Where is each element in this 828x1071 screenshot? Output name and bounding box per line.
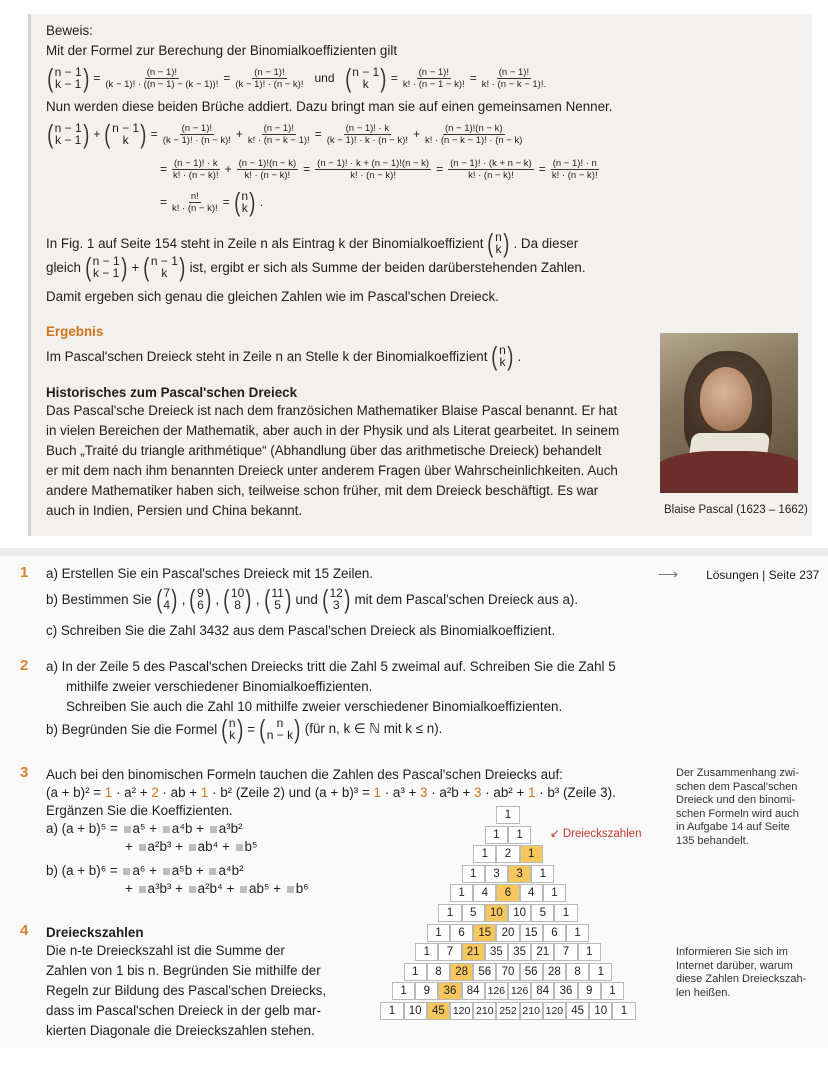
- triangle-cell: 84: [462, 982, 485, 1000]
- triangle-cell: 7: [554, 943, 577, 961]
- triangle-cell: 35: [485, 943, 508, 961]
- history-heading: Historisches zum Pascal'schen Dreieck: [46, 385, 298, 400]
- triangle-cell: 1: [485, 826, 508, 844]
- triangle-cell: 10: [404, 1002, 427, 1020]
- result-heading: Ergebnis: [46, 324, 104, 339]
- task-3-side-note: Der Zusammenhang zwi- schen dem Pascal'schen Dreieck und den binomi- schen Formeln wird auch in Aufgabe 14 auf Seite 135 behandelt.: [676, 767, 799, 847]
- triangle-cell: 1: [404, 963, 427, 981]
- triangle-cell: 210: [520, 1002, 543, 1020]
- triangle-cell: 6: [496, 884, 519, 902]
- triangle-cell: 36: [438, 982, 461, 1000]
- triangle-cell: 1: [496, 806, 519, 824]
- task-2a-line-3: Schreiben Sie auch die Zahl 10 mithilfe zweier verschiedener Binomialkoeffizienten.: [66, 699, 563, 714]
- triangle-cell: 4: [520, 884, 543, 902]
- triangle-cell: 84: [531, 982, 554, 1000]
- triangle-cell: 3: [485, 865, 508, 883]
- blank-square[interactable]: [124, 826, 131, 833]
- arrow-icon: ↙: [550, 828, 560, 840]
- proof-intro: Mit der Formel zur Berechung der Binomialkoeffizienten gilt: [46, 43, 398, 58]
- triangle-cell: 126: [508, 982, 531, 1000]
- triangle-cell: 5: [462, 904, 485, 922]
- task-1-number: 1: [20, 564, 29, 581]
- triangle-cell: 1: [380, 1002, 403, 1020]
- task-1a: a) Erstellen Sie ein Pascal'sches Dreieck mit 15 Zeilen.: [46, 566, 374, 581]
- triangle-cell: 1: [543, 884, 566, 902]
- triangle-cell: 10: [508, 904, 531, 922]
- portrait-caption: Blaise Pascal (1623 – 1662): [664, 504, 808, 516]
- task-4-line-1: Die n-te Dreieckszahl ist die Summe der: [46, 943, 285, 958]
- task-3b-line-2: + a³b³ + a²b⁴ + ab⁵ + b⁶: [125, 881, 309, 896]
- task-4-side-note: Informieren Sie sich im Internet darüber, warum diese Zahlen Dreieckszah- len heißen.: [676, 946, 807, 999]
- proof-heading: Beweis:: [46, 23, 93, 38]
- triangle-cell: 1: [462, 865, 485, 883]
- task-3-line-3: Ergänzen Sie die Koeffizienten.: [46, 803, 233, 818]
- triangle-cell: 1: [531, 865, 554, 883]
- triangle-cell: 1: [589, 963, 612, 981]
- triangle-cell: 8: [566, 963, 589, 981]
- proof-addition-text: Nun werden diese beiden Brüche addiert. Dazu bringt man sie auf einen gemeinsamen Nenner.: [46, 99, 613, 114]
- triangle-cell: 8: [427, 963, 450, 981]
- fig-text-line-1: In Fig. 1 auf Seite 154 steht in Zeile n als Eintrag k der Binomialkoeffizient ( n k ) . Da dieser: [46, 228, 579, 258]
- triangle-cell: 35: [508, 943, 531, 961]
- triangle-cell: 5: [531, 904, 554, 922]
- binom-n1-k1: ( n − 1 k − 1 ): [47, 63, 90, 93]
- task-4-line-4: dass im Pascal'schen Dreieck in der gelb mar-: [46, 1003, 321, 1018]
- task-3-number: 3: [20, 764, 29, 781]
- task-2a-line-1: a) In der Zeile 5 des Pascal'schen Dreiecks tritt die Zahl 5 zweimal auf. Schreiben Sie die Zahl 5: [46, 659, 616, 674]
- triangle-cell: 9: [578, 982, 601, 1000]
- triangle-cell: 28: [450, 963, 473, 981]
- blaise-pascal-portrait: [660, 333, 798, 493]
- triangle-cell: 1: [427, 924, 450, 942]
- triangle-cell: 36: [554, 982, 577, 1000]
- triangle-cell: 1: [473, 845, 496, 863]
- triangle-cell: 45: [566, 1002, 589, 1020]
- triangle-cell: 1: [450, 884, 473, 902]
- history-line-3: Buch „Traité du triangle arithmétique“ (Abhandlung über das arithmetische Dreieck) behandelt: [46, 443, 602, 458]
- triangle-cell: 56: [520, 963, 543, 981]
- triangle-cell: 2: [496, 845, 519, 863]
- arrow-right-icon: ⟶: [658, 566, 679, 582]
- triangle-cell: 7: [438, 943, 461, 961]
- task-4-line-3: Regeln zur Bildung des Pascal'schen Dreiecks,: [46, 983, 327, 998]
- task-3a-line-2: + a²b³ + ab⁴ + b⁵: [125, 839, 258, 854]
- triangle-cell: 120: [543, 1002, 566, 1020]
- triangle-cell: 21: [531, 943, 554, 961]
- task-2-number: 2: [20, 657, 29, 674]
- proof-equation-1: ( n − 1 k − 1 ) = $\frac{(n - 1)!}{(k - 1)! \cdot ((n - 1) - (k - 1))!}$ = $\frac{(n - 1)!}{(k - 1)! \cdot (n - k)!}$ und ( n − 1 k ) = $\frac{(n - 1)!}{k! \cdot (n - 1 - k)!}$ = $\frac{(n - 1)!}{k! \cdot (n - k - 1)!.}$: [47, 63, 547, 93]
- task-2a-line-2: mithilfe zweier verschiedener Binomialkoeffizienten.: [66, 679, 373, 694]
- history-line-4: er mit dem nach ihm benannten Dreieck unter anderem Fragen über Wahrscheinlichkeiten. Auch: [46, 463, 618, 478]
- triangle-cell: 252: [496, 1002, 519, 1020]
- task-1b: b) Bestimmen Sie ( 7 4 ) , ( 9 6 ) , ( 10 8 ) , ( 11 5 ) und ( 12 3 ) mit dem Pascal'schen Dreieck aus a).: [46, 584, 579, 614]
- triangle-cell: 45: [427, 1002, 450, 1020]
- task-3-line-1: Auch bei den binomischen Formeln tauchen die Zahlen des Pascal'schen Dreiecks auf:: [46, 767, 563, 782]
- task-3a-line-1: a) (a + b)⁵ = a⁵ + a⁴b + a³b²: [46, 821, 243, 836]
- triangle-cell: 1: [392, 982, 415, 1000]
- triangle-cell: 21: [462, 943, 485, 961]
- triangle-cell: 4: [473, 884, 496, 902]
- task-4-heading: Dreieckszahlen: [46, 925, 144, 940]
- fig-text-line-2: gleich ( n − 1 k − 1 ) + ( n − 1 k ) ist, ergibt er sich als Summe der beiden darüberstehenden Zahlen.: [46, 252, 586, 282]
- fig-text-line-3: Damit ergeben sich genau die gleichen Zahlen wie im Pascal'schen Dreieck.: [46, 289, 499, 304]
- history-line-2: in vielen Bereichen der Mathematik, aber auch in der Physik und als Literat gearbeitet. In seinem: [46, 423, 620, 438]
- solutions-link[interactable]: ⟶ Lösungen | Seite 237: [658, 566, 820, 582]
- triangle-label: ↙ Dreieckszahlen: [550, 828, 642, 840]
- triangle-cell: 1: [601, 982, 624, 1000]
- triangle-cell: 10: [589, 1002, 612, 1020]
- triangle-cell: 120: [450, 1002, 473, 1020]
- triangle-cell: 15: [473, 924, 496, 942]
- triangle-cell: 28: [543, 963, 566, 981]
- task-3b-line-1: b) (a + b)⁶ = a⁶ + a⁵b + a⁴b²: [46, 863, 244, 878]
- result-text: Im Pascal'schen Dreieck steht in Zeile n an Stelle k der Binomialkoeffizient ( n k ) .: [46, 341, 522, 371]
- triangle-cell: 1: [520, 845, 543, 863]
- triangle-cell: 210: [473, 1002, 496, 1020]
- task-4-line-2: Zahlen von 1 bis n. Begründen Sie mithilfe der: [46, 963, 321, 978]
- task-2b: b) Begründen Sie die Formel ( n k ) = ( n n − k ) (für n, k ∈ ℕ mit k ≤ n).: [46, 714, 443, 744]
- triangle-cell: 10: [485, 904, 508, 922]
- history-line-6: auch in Indien, Persien und China bekannt.: [46, 503, 303, 518]
- triangle-cell: 1: [508, 826, 531, 844]
- triangle-cell: 3: [508, 865, 531, 883]
- triangle-cell: 1: [578, 943, 601, 961]
- history-line-5: andere Mathematiker haben sich, teilweise schon früher, mit dem Dreieck beschäftigt. Es war: [46, 483, 599, 498]
- task-1c: c) Schreiben Sie die Zahl 3432 aus dem Pascal'schen Dreieck als Binomialkoeffizient.: [46, 623, 556, 638]
- triangle-cell: 126: [485, 982, 508, 1000]
- triangle-cell: 1: [554, 904, 577, 922]
- triangle-cell: 6: [450, 924, 473, 942]
- triangle-cell: 70: [496, 963, 519, 981]
- proof-equation-3: = $\frac{(n - 1)! \cdot k}{k! \cdot (n - k)!}$ + $\frac{(n - 1)!(n - k)}{k! \cdot (n - k)!}$ = $\frac{(n - 1)! \cdot k + (n - 1)!(n - k)}{k! \cdot (n - k)!}$ = $\frac{(n - 1)! \cdot (k + n - k)}{k! \cdot (n - k)!}$ = $\frac{(n - 1)! \cdot n}{k! \cdot (n - k)!}$: [160, 157, 598, 181]
- history-line-1: Das Pascal'sche Dreieck ist nach dem französichen Mathematiker Blaise Pascal benannt. Er hat: [46, 403, 618, 418]
- task-3-line-2: (a + b)² = 1 · a² + 2 · ab + 1 · b² (Zeile 2) und (a + b)³ = 1 · a³ + 3 · a²b + 3 · ab² + 1 · b³ (Zeile 3).: [46, 785, 616, 800]
- triangle-cell: 1: [438, 904, 461, 922]
- proof-equation-2: ( n − 1 k − 1 ) + ( n − 1 k ) = $\frac{(n - 1)!}{(k - 1)! \cdot (n - k)!}$ + $\frac{(n - 1)!}{k! \cdot (n - k - 1)!}$ = $\frac{(n - 1)! \cdot k}{(k - 1)! \cdot k \cdot (n - k)!}$ + $\frac{(n - 1)!(n - k)}{k! \cdot (n - k - 1)! \cdot (n - k)}$: [47, 119, 523, 149]
- triangle-cell: 1: [566, 924, 589, 942]
- triangle-cell: 9: [415, 982, 438, 1000]
- triangle-cell: 15: [520, 924, 543, 942]
- triangle-cell: 56: [473, 963, 496, 981]
- triangle-cell: 1: [415, 943, 438, 961]
- task-4-number: 4: [20, 922, 29, 939]
- triangle-cell: 1: [612, 1002, 635, 1020]
- task-4-line-5: kierten Diagonale die Dreieckszahlen stehen.: [46, 1023, 315, 1038]
- triangle-cell: 20: [496, 924, 519, 942]
- triangle-cell: 6: [543, 924, 566, 942]
- proof-equation-4: = $\frac{n!}{k! \cdot (n - k)!}$ = ( n k ) .: [160, 187, 264, 217]
